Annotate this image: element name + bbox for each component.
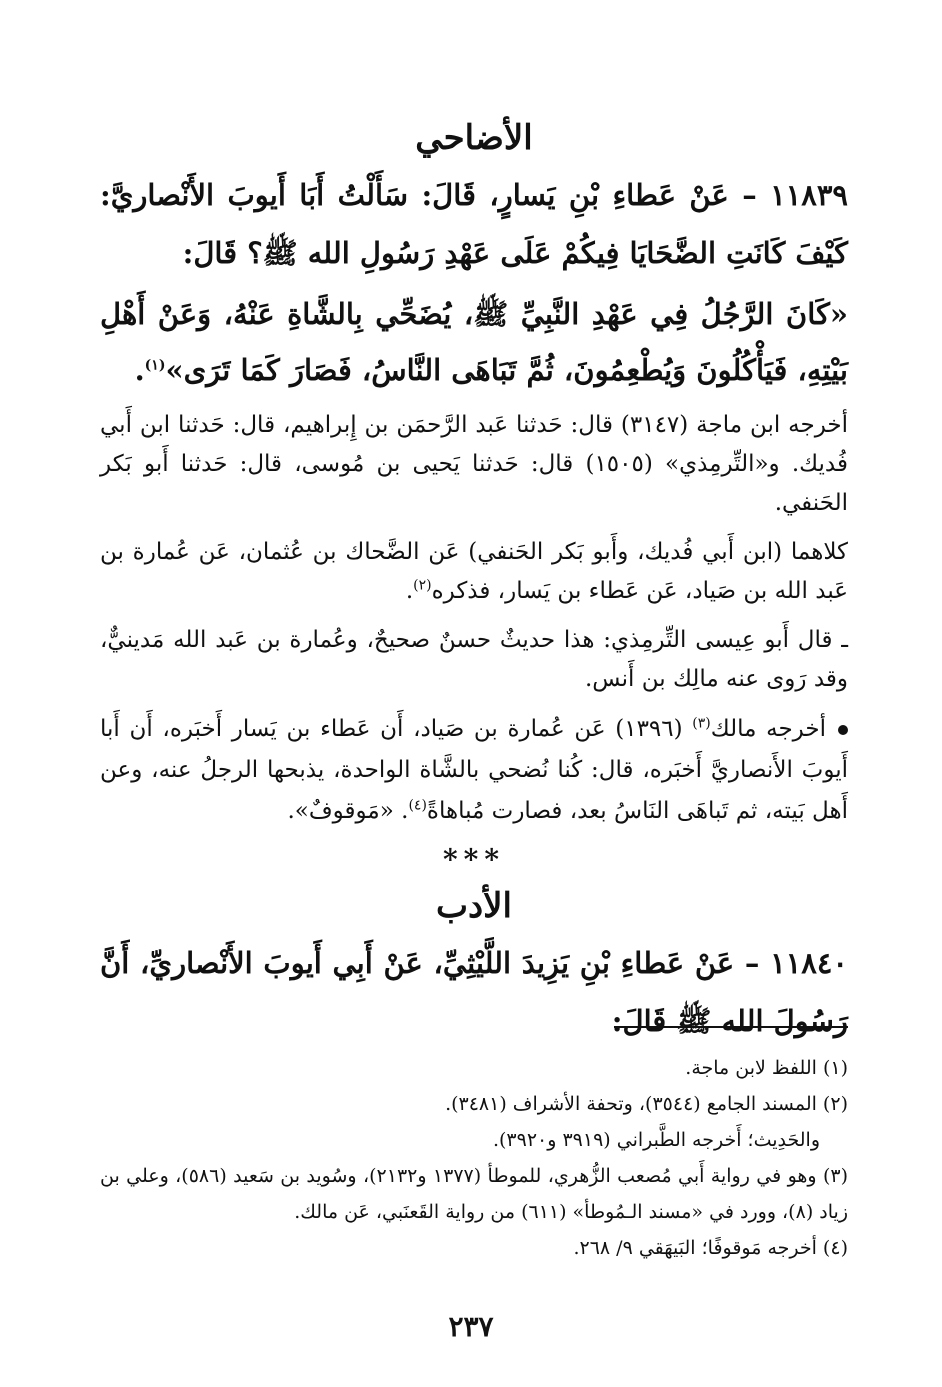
- section-title-adab: الأدب: [436, 886, 512, 926]
- section-title-adahi: الأضاحي: [415, 118, 533, 158]
- footnote-1: (١) اللفظ لابن ماجة.: [685, 1057, 848, 1079]
- footnote-2-continued: والحَدِيث؛ أَخرجه الطَّبراني (٣٩١٩ و٣٩٢٠).: [492, 1129, 820, 1151]
- tirmidhi-comment: ـ قال أَبو عِيسى التِّرمِذي: هذا حديثٌ حسنٌ صحيحٌ، وعُمارة بن عَبد الله مَدينيٌّ، وقد رَوى عنه مالِك بن أَنس.: [100, 627, 848, 692]
- takhrij-paragraph-1: أخرجه ابن ماجة (٣١٤٧) قال: حَدثنا عَبد الرَّحمَن بن إِبراهيم، قال: حَدثنا ابن أَبي فُديك. و«التِّرمِذي» (١٥٠٥) قال: حَدثنا يَحيى بن مُوسى، قال: حَدثنا أَبو بَكر الحَنفي.: [100, 412, 848, 516]
- footnote-ref-1: (١): [144, 357, 166, 374]
- hadith-intro: عَنْ عَطاءِ بْنِ يَسارٍ، قَالَ: سَأَلْتُ أَبَا أَيوبَ الأَنْصاريَّ: كَيْفَ كَانَتِ الضَّحَايَا فِيكُمْ عَلَى عَهْدِ رَسُولِ الله ﷺ؟ قَالَ:: [100, 178, 848, 270]
- hadith-matn: [100, 286, 848, 398]
- malik-text-b: (١٣٩٦) عَن عُمارة بن صَياد، أَن عَطاء بن يَسار أَخبَره، أَن أَبا أَيوبَ الأَنصاريَّ أَخبَره، قال: كُنا نُضحي بالشَّاة الواحدة، يذبحها الرجلُ عنه، وعن أَهل بَيته، ثم تَباهَى النَاسُ بعد، فصارت مُباهاةً: [100, 716, 848, 824]
- page-number: ٢٣٧: [448, 1310, 494, 1343]
- takhrij-2-end: .: [405, 578, 414, 604]
- footnote-2: (٢) المسند الجامع (٣٥٤٤)، وتحفة الأشراف (٣٤٨١).: [445, 1093, 848, 1115]
- malik-text-a: أخرجه مالك: [710, 716, 826, 742]
- hadith-intro-2: عَنْ عَطاءِ بْنِ يَزِيدَ اللَّيْثِيِّ، عَنْ أَبِي أَيوبَ الأَنْصاريِّ، أَنَّ رَسُولَ الله ﷺ قَالَ:: [100, 946, 848, 1038]
- footnote-3: (٣) وهو في رواية أَبي مُصعب الزُّهري، للموطأ (١٣٧٧ و٢١٣٢)، وسُويد بن سَعيد (٥٨٦)، وعلي بن زياد (٨)، وورد في «مسند الـمُوطأ» (٦١١) من رواية القَعنَبي، عَن مالك.: [100, 1165, 849, 1223]
- matn-end: .: [134, 353, 145, 387]
- page-body: [100, 110, 848, 1050]
- malik-bullet: [100, 709, 848, 832]
- footnote-ref-3: (٣): [692, 715, 711, 732]
- footnote-ref-4: (٤): [408, 797, 427, 814]
- hadith-number-2: ١١٨٤٠ –: [744, 946, 848, 980]
- footnote-divider: [614, 1026, 848, 1028]
- hadith-11839: [100, 166, 848, 282]
- takhrij-paragraph-2: [100, 533, 848, 611]
- hadith-11840: [100, 934, 848, 1050]
- footnotes: [100, 1050, 848, 1266]
- hadith-number: ١١٨٣٩ –: [742, 178, 848, 212]
- takhrij-2-text: كلاهما (ابن أَبي فُديك، وأَبو بَكر الحَنفي) عَن الضَّحاك بن عُثمان، عَن عُمارة بن عَبد الله بن صَياد، عَن عَطاء بن يَسار، فذكره: [100, 539, 848, 604]
- footnote-4: (٤) أخرجه مَوقوفًا؛ البَيهَقي ٩/ ٢٦٨.: [573, 1237, 848, 1259]
- malik-text-c: . «مَوقوفٌ».: [287, 798, 409, 824]
- footnote-ref-2: (٢): [413, 577, 432, 594]
- section-separator: ***: [443, 843, 505, 876]
- matn-text: «كَانَ الرَّجُلُ فِي عَهْدِ النَّبِيِّ ﷺ، يُضَحِّي بِالشَّاةِ عَنْهُ، وَعَنْ أَهْلِ بَيْتِهِ، فَيَأْكُلُونَ وَيُطْعِمُونَ، ثُمَّ تَبَاهَى النَّاسُ، فَصَارَ كَمَا تَرَى»: [100, 297, 848, 387]
- bullet-dot-icon: [838, 725, 848, 735]
